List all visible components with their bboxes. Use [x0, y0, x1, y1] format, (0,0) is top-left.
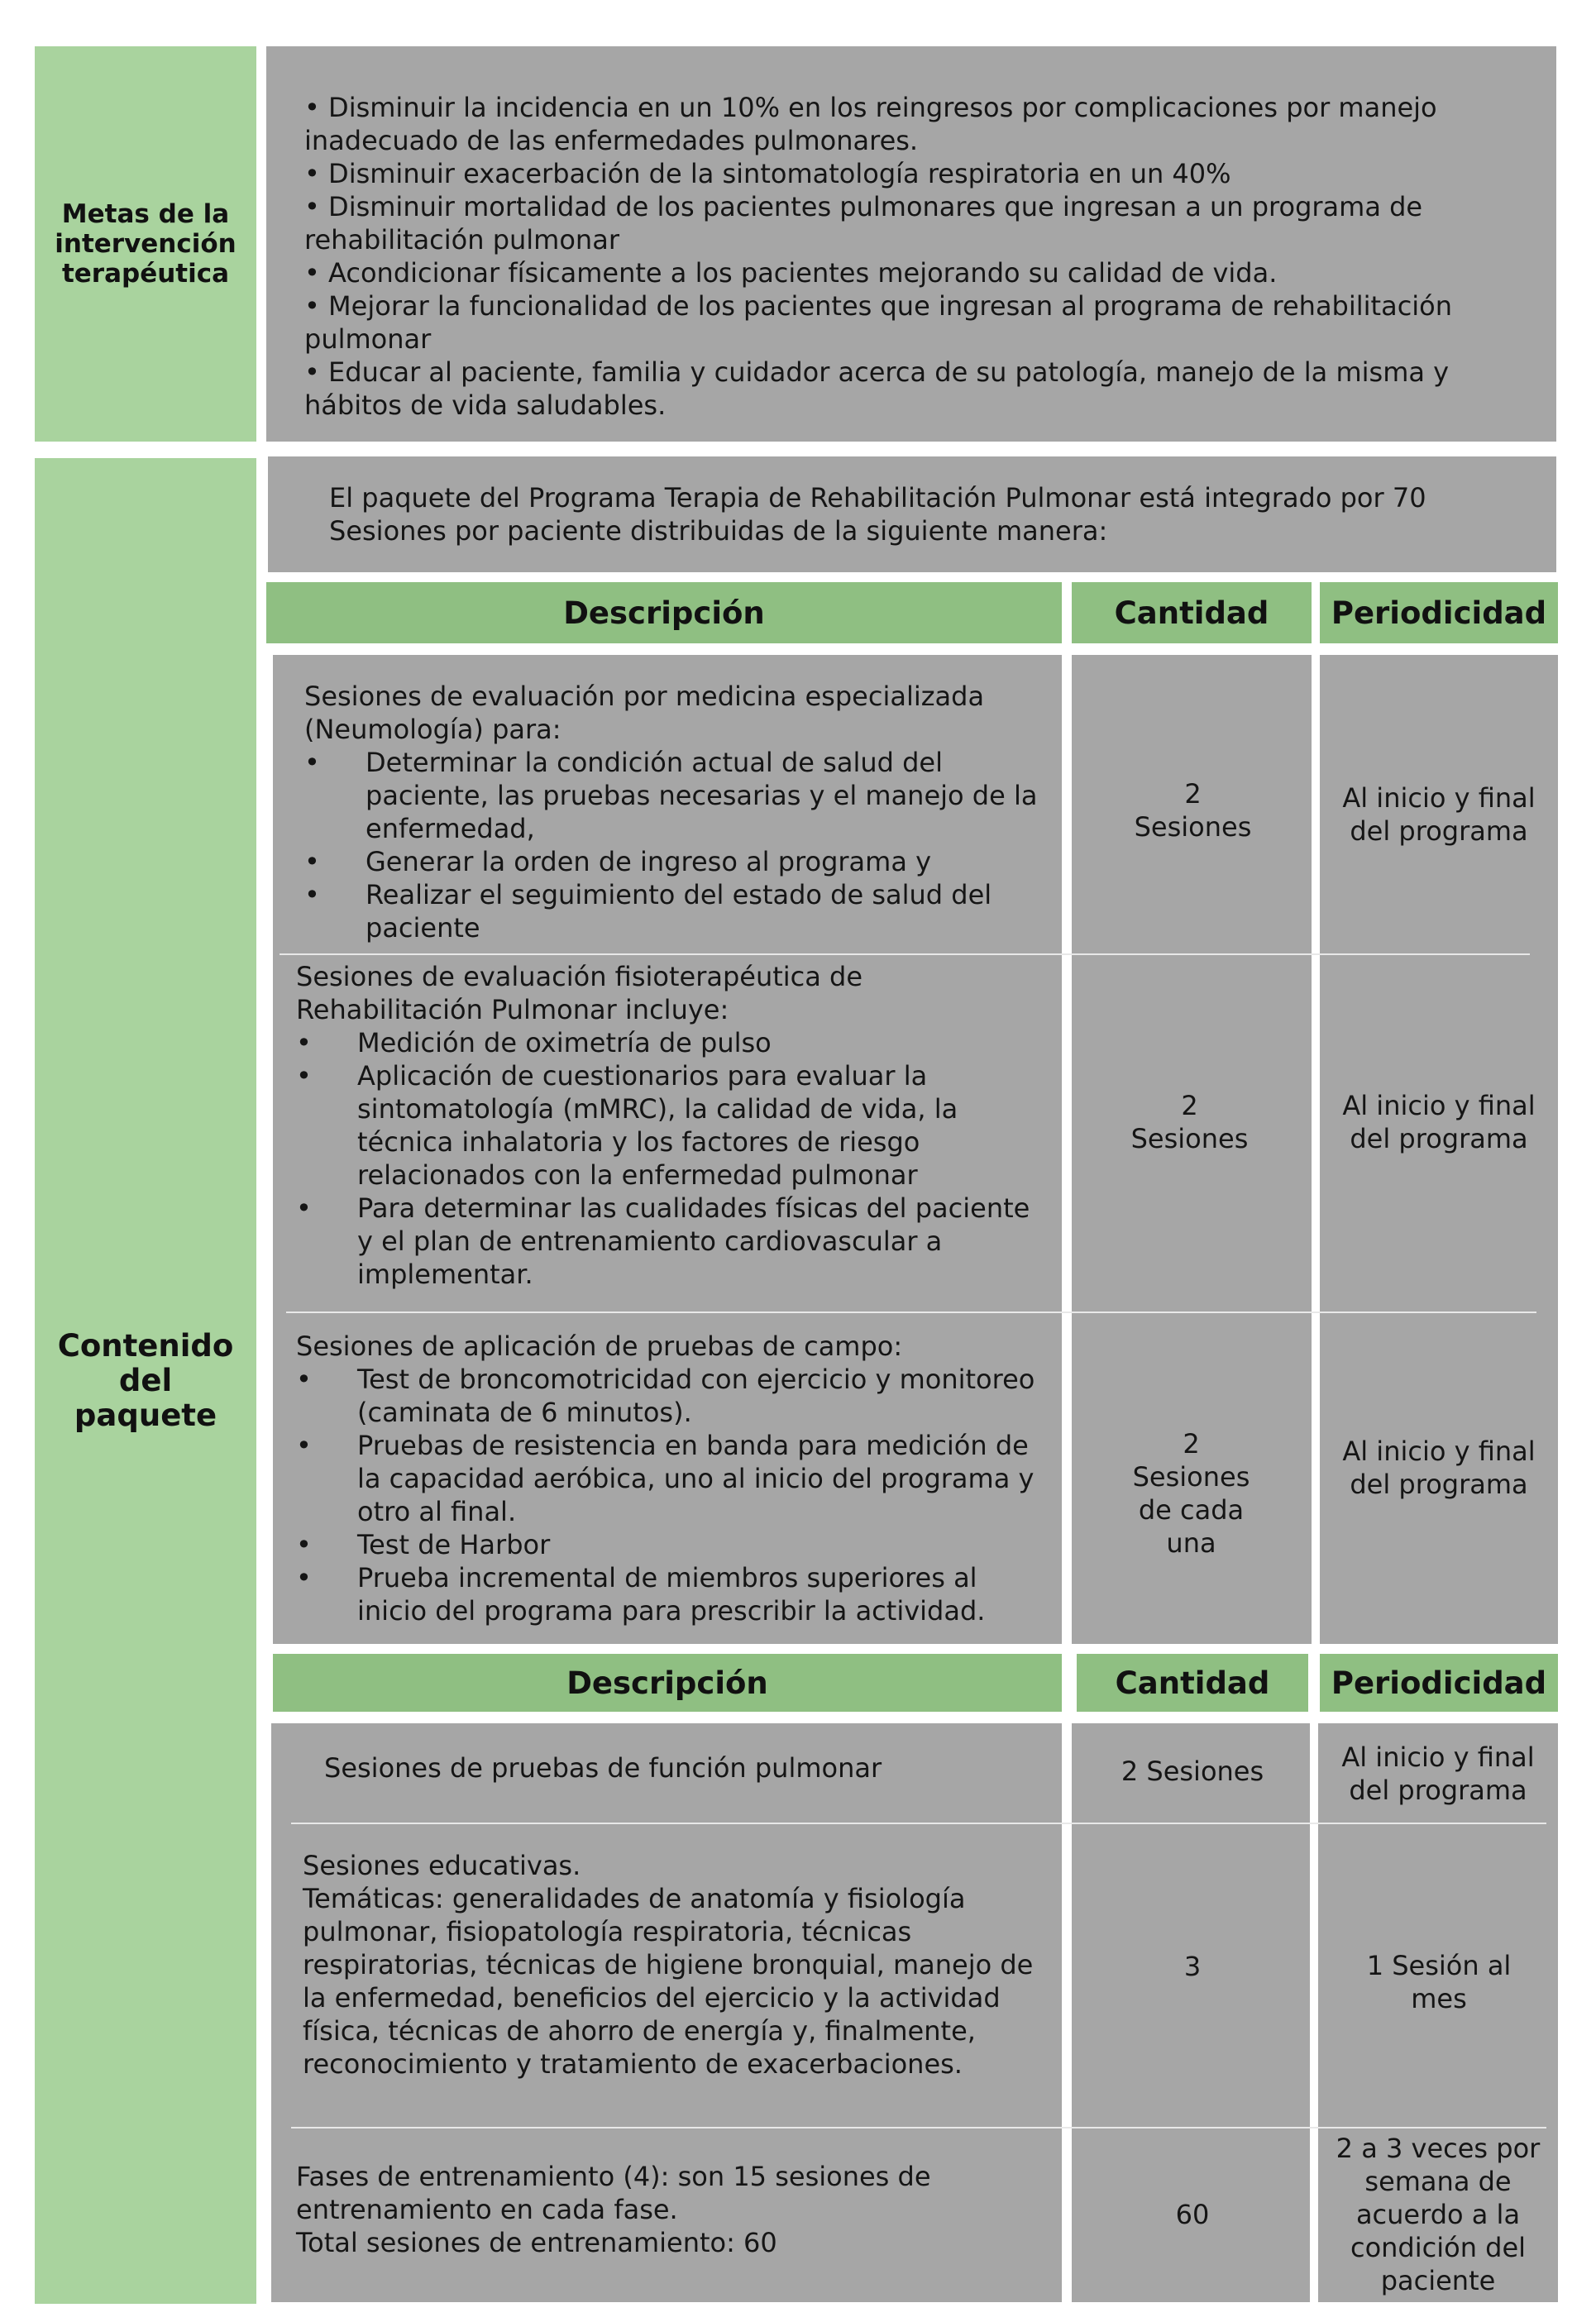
list-item: • Test de Harbor	[296, 1528, 1049, 1561]
row-total: Total sesiones de entrenamiento: 60	[296, 2227, 777, 2258]
contenido-label-cell	[35, 458, 256, 2304]
goal-item: • Mejorar la funcionalidad de los pacientes que ingresan al programa de rehabilitación pulmonar	[304, 290, 1453, 355]
table1-row1-desc	[304, 680, 1049, 944]
row-intro: Sesiones de aplicación de pruebas de campo:	[296, 1331, 903, 1362]
goals-list	[304, 91, 1523, 422]
table2-row3-desc	[296, 2160, 1052, 2259]
metas-label-cell	[35, 46, 256, 442]
header-periodicidad: Periodicidad	[1320, 582, 1558, 643]
contenido-label: Contenido del paquete	[57, 1328, 234, 1433]
table2-row3-periodicidad: 2 a 3 veces por semana de acuerdo a la condición del paciente	[1336, 2133, 1541, 2296]
row-title: Sesiones educativas.	[303, 1850, 581, 1881]
row-divider	[291, 2127, 1546, 2128]
table1-row3-cantidad: 2 Sesiones de cada una	[1132, 1428, 1250, 1559]
list-item: • Pruebas de resistencia en banda para medición de la capacidad aeróbica, uno al inicio del programa y otro al final.	[296, 1429, 1049, 1528]
table1-row2-cantidad: 2 Sesiones	[1130, 1090, 1249, 1154]
table1-row2-periodicidad: Al inicio y final del programa	[1342, 1090, 1536, 1154]
goal-item: • Educar al paciente, familia y cuidador acerca de su patología, manejo de la misma y hábitos de vida saludables.	[304, 356, 1450, 421]
row-intro: Sesiones de evaluación fisioterapéutica de Rehabilitación Pulmonar incluye:	[296, 961, 863, 1025]
header-cantidad-2: Cantidad	[1077, 1654, 1308, 1712]
header-periodicidad-2: Periodicidad	[1320, 1654, 1558, 1712]
intro-text: El paquete del Programa Terapia de Rehabilitación Pulmonar está integrado por 70 Sesiones por paciente distribuidas de la siguiente manera:	[329, 482, 1426, 547]
table2-row2-periodicidad: 1 Sesión al mes	[1366, 1950, 1512, 2014]
row-divider	[291, 1823, 1546, 1824]
table2-row1-cantidad: 2 Sesiones	[1121, 1756, 1264, 1787]
table2-row1-desc: Sesiones de pruebas de función pulmonar	[324, 1752, 882, 1784]
table2-row3-cantidad: 60	[1175, 2199, 1210, 2230]
list-item: • Aplicación de cuestionarios para evaluar la sintomatología (mMRC), la calidad de vida, la técnica inhalatoria y los factores de riesgo relacionados con la enfermedad pulmonar	[296, 1059, 1049, 1192]
table1-row1-cantidad: 2 Sesiones	[1134, 778, 1252, 843]
row-divider	[286, 1312, 1536, 1313]
row-items	[296, 1026, 1049, 1291]
list-item: • Prueba incremental de miembros superiores al inicio del programa para prescribir la actividad.	[296, 1561, 1049, 1627]
goal-item: • Disminuir mortalidad de los pacientes pulmonares que ingresan a un programa de rehabilitación pulmonar	[304, 191, 1423, 256]
table2-row2-cantidad: 3	[1183, 1951, 1202, 1982]
list-item: • Generar la orden de ingreso al programa y	[304, 845, 1049, 878]
metas-label: Metas de la intervención terapéutica	[55, 199, 237, 289]
list-item: • Para determinar las cualidades físicas del paciente y el plan de entrenamiento cardiovascular a implementar.	[296, 1192, 1049, 1291]
list-item: • Realizar el seguimiento del estado de salud del paciente	[304, 878, 1049, 944]
table2-row1-periodicidad: Al inicio y final del programa	[1341, 1742, 1535, 1806]
row-intro: Sesiones de evaluación por medicina especializada (Neumología) para:	[304, 681, 985, 745]
table1-row2-desc	[296, 960, 1049, 1291]
table1-row1-periodicidad: Al inicio y final del programa	[1342, 782, 1536, 847]
header-descripcion-2: Descripción	[273, 1654, 1062, 1712]
row-items	[304, 746, 1049, 944]
list-item: • Medición de oximetría de pulso	[296, 1026, 1049, 1059]
row-items	[296, 1363, 1049, 1627]
list-item: • Determinar la condición actual de salud del paciente, las pruebas necesarias y el manejo de la enfermedad,	[304, 746, 1049, 845]
table1-row3-periodicidad: Al inicio y final del programa	[1342, 1436, 1536, 1500]
row-body: Temáticas: generalidades de anatomía y fisiología pulmonar, fisiopatología respiratoria, técnicas respiratorias, técnicas de higiene bronquial, manejo de la enfermedad, beneficios del ejercicio y la actividad física, técnicas de ahorro de energía y, finalmente, reconocimiento y tratamiento de exacerbaciones.	[303, 1883, 1034, 2080]
goal-item: • Acondicionar físicamente a los pacientes mejorando su calidad de vida.	[304, 257, 1278, 289]
row-divider	[280, 953, 1530, 955]
header-cantidad: Cantidad	[1072, 582, 1312, 643]
list-item: • Test de broncomotricidad con ejercicio y monitoreo (caminata de 6 minutos).	[296, 1363, 1049, 1429]
goal-item: • Disminuir la incidencia en un 10% en los reingresos por complicaciones por manejo inadecuado de las enfermedades pulmonares.	[304, 92, 1437, 156]
row-body: Fases de entrenamiento (4): son 15 sesiones de entrenamiento en cada fase.	[296, 2161, 931, 2225]
header-descripcion: Descripción	[266, 582, 1062, 643]
goal-item: • Disminuir exacerbación de la sintomatología respiratoria en un 40%	[304, 158, 1231, 189]
table2-row2-desc	[303, 1849, 1052, 2081]
metas-goals-cell	[266, 46, 1556, 442]
intro-cell	[268, 456, 1556, 572]
table1-row3-desc	[296, 1330, 1049, 1627]
